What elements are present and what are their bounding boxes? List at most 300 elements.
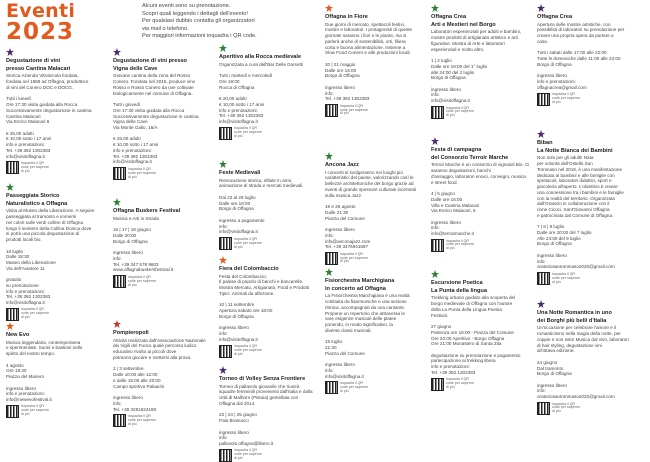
event-detail: Attività realizzata dall'Associazione Nazionale xyxy=(113,337,206,343)
event-detail: pallavolo.offagna@libero.it xyxy=(219,441,274,447)
event-title: New Evo xyxy=(6,332,30,338)
event-title: Escursione Poetica xyxy=(431,280,483,286)
event-detail: ingresso libero xyxy=(113,250,143,256)
qr-code-icon[interactable] xyxy=(325,252,338,265)
event-detail: Tommaso nel 2018, è una manifestazione xyxy=(537,166,623,172)
event-detail: Tel. +39 3476941597 xyxy=(325,244,369,250)
event-detail: Apertura sabato ore 18:00 xyxy=(219,308,273,314)
event-detail: info: xyxy=(219,223,228,229)
sun-icon xyxy=(6,322,14,330)
event-title: Fiera del Colombaccio xyxy=(219,266,279,272)
qr-block xyxy=(6,308,106,321)
qr-block xyxy=(537,402,645,415)
column-5 xyxy=(431,0,531,448)
event-card xyxy=(325,4,425,117)
qr-code-icon[interactable] xyxy=(431,106,444,119)
qr-block xyxy=(537,272,645,285)
qr-note: inquadra il QR code per saperne di più xyxy=(234,236,262,249)
event-detail: Rocca di Offagna xyxy=(219,84,255,90)
event-detail: Il palese di popolo di banchi e bancarelle. xyxy=(219,279,304,285)
event-detail: Ore 17:30 visita guidata alla Rocca xyxy=(113,107,185,113)
event-detail: parlerà anche di sostenibilità, orti, filiera xyxy=(325,38,406,44)
qr-code-icon[interactable] xyxy=(6,308,19,321)
event-detail: caratteristici del paese, valorizzando così le xyxy=(325,175,414,181)
event-detail: creare una propria opera da portare a xyxy=(537,33,614,39)
walker-icon xyxy=(6,183,14,191)
qr-code-icon[interactable] xyxy=(325,381,338,394)
event-detail: Rosso e Rosso Conero da uve coltivate xyxy=(113,84,194,90)
event-detail: 18 luglio xyxy=(6,248,24,254)
event-detail: borgo medievale di Offagna con l'autore xyxy=(431,301,513,307)
event-detail: biologicamente nel comune di Offagna. xyxy=(113,90,193,96)
event-detail: esperienziali e molto altro. xyxy=(431,46,485,52)
event-detail: 24 giugno xyxy=(537,359,558,365)
qr-code-icon[interactable] xyxy=(6,161,19,174)
event-detail: info: xyxy=(431,225,440,231)
qr-block xyxy=(537,93,645,106)
event-detail: rione Cicoci, Sant'Giovanni Offagna xyxy=(537,207,610,213)
event-detail: ingresso libero xyxy=(431,219,461,225)
event-detail: 10 | 11 settembre xyxy=(219,302,255,308)
qr-code-icon[interactable] xyxy=(113,414,126,427)
event-card xyxy=(113,320,213,427)
event-detail: Partenza ore 18:00 - Piazza del Comune xyxy=(431,329,514,335)
event-detail: Tutti i lunedì xyxy=(6,96,31,102)
event-detail: Borgo di Offagna xyxy=(537,241,572,247)
qr-code-icon[interactable] xyxy=(537,402,550,415)
event-detail: Dal tramonto xyxy=(537,365,564,371)
moon-icon xyxy=(537,300,545,308)
event-detail: La Fisiorchestra Marchigiana è una realtà xyxy=(325,293,410,299)
event-detail: Dalle ore 18:00 xyxy=(219,200,251,206)
qr-note: inquadra il QR code per saperne di più xyxy=(552,271,580,284)
event-detail: Dalle ore 16:00 xyxy=(325,67,357,73)
event-detail: spirito del nostro tempo. xyxy=(6,351,56,357)
event-detail: Alle 24:00 del 9 luglio xyxy=(537,235,581,241)
event-detail: Vigna delle Cave xyxy=(113,119,148,125)
event-detail: possibilità di laboratori su prenotazione per xyxy=(537,27,625,33)
event-detail: Tutti i martedì e mercoledì xyxy=(219,73,273,79)
event-title: Ancona Jazz xyxy=(325,162,359,168)
event-detail: si potrà una piccola degustazione di xyxy=(6,231,80,237)
event-detail: d'assaggio, laboratori enoici, convegni, musica xyxy=(431,173,526,179)
event-detail: Tutte le domeniche dalle 11:00 alle 22:00 xyxy=(537,56,621,62)
event-detail: info@visitoffagna.it xyxy=(6,153,45,159)
event-detail: Ore 21:00 Monastero di Santa Zita xyxy=(431,341,502,347)
event-detail: 27 giugno xyxy=(431,324,452,330)
event-title: Torneo di Volley Senza Frontiere xyxy=(219,376,306,382)
event-title: Passeggiata Storico xyxy=(6,193,60,199)
event-detail: Villa e Cantina Malacari xyxy=(431,202,480,208)
event-detail: Dalle 18:30 xyxy=(6,254,30,260)
event-card xyxy=(219,256,319,358)
qr-note: inquadra il QR code per saperne di più xyxy=(340,380,368,393)
event-detail: Borgo di Offagna xyxy=(537,371,572,377)
event-detail: Borgo di Offagna xyxy=(537,61,572,67)
event-detail: info@visitoffagna.it xyxy=(219,336,258,342)
event-detail: di vini del Conero DOC e DOCG. xyxy=(6,84,74,90)
event-detail: Dalle 21:30 xyxy=(325,209,349,215)
event-detail: squadre femminili provenienti dall'Italia e dalla xyxy=(219,389,313,395)
event-detail: prodotti locali bio. xyxy=(6,237,42,243)
qr-code-icon[interactable] xyxy=(537,272,550,285)
event-detail: Tel. +39 392 1302383 xyxy=(219,113,264,119)
event-detail: € 10,00 sotto i 17 anni xyxy=(113,142,159,148)
event-card xyxy=(431,4,531,119)
event-detail: info: xyxy=(431,92,440,98)
event-card xyxy=(6,48,106,174)
event-detail: Dalle ore 18:00 del 1° luglio xyxy=(431,63,488,69)
event-detail: e dalle 15:00 alle 20:00 xyxy=(113,377,161,383)
event-detail: dall'Oratorio in collaborazione con il xyxy=(537,201,610,207)
event-detail: info e prenotazioni: xyxy=(431,364,470,370)
event-detail: su prenotazione xyxy=(6,282,39,288)
qr-block xyxy=(431,239,531,252)
title-year: 2023 xyxy=(6,19,75,45)
event-detail: Dalle ore 20:00 del 7 luglio xyxy=(537,229,592,235)
event-title: Arti e Mestieri nel Borgo xyxy=(431,21,496,28)
event-detail: Dalle 10:00 alle 12:00 xyxy=(113,372,158,378)
music-icon xyxy=(113,198,121,206)
event-detail: info: xyxy=(219,331,228,337)
qr-code-icon[interactable] xyxy=(431,239,444,252)
event-detail: degustazione su prenotazione e pagamento xyxy=(431,352,521,358)
event-detail: Offagna dal 2014. xyxy=(219,400,256,406)
qr-note: inquadra il QR code per saperne di più xyxy=(340,103,368,116)
sword-icon xyxy=(219,160,227,168)
event-title: presso Cantina Malacari xyxy=(6,65,71,72)
qr-block xyxy=(113,275,213,288)
qr-block xyxy=(113,414,213,427)
qr-note: inquadra il QR code per saperne di più xyxy=(446,238,474,251)
event-detail: casa. xyxy=(537,38,548,44)
event-detail: ingresso libero xyxy=(325,362,355,368)
event-detail: e patrocinata dal Comune di Offagna. xyxy=(537,212,614,218)
qr-block xyxy=(219,345,319,358)
qr-note: inquadra il QR code per saperne di più xyxy=(234,344,262,356)
event-title: Una Notte Romantica in uno xyxy=(537,310,612,316)
event-detail: Tel. +39 347 578 9603 xyxy=(113,261,159,267)
event-detail: ingresso libero xyxy=(537,252,567,258)
intro-line: via mail o telefono. xyxy=(142,25,189,32)
flower-icon xyxy=(219,256,227,264)
event-detail: info@visitoffagna.it xyxy=(6,300,45,306)
event-detail: info: xyxy=(113,400,122,406)
event-detail: eventi di grande spessore culturale incentrati xyxy=(325,186,417,192)
qr-block xyxy=(431,378,531,391)
column-6 xyxy=(537,0,645,448)
qr-note: inquadra il QR code per saperne di più xyxy=(21,160,49,173)
event-title: Biban xyxy=(537,140,553,146)
event-detail: Ore 17:30 visita guidata alla Rocca xyxy=(6,102,78,108)
qr-note: inquadra il QR code per saperne di più xyxy=(21,404,49,417)
event-detail: Dal 22 al 29 luglio xyxy=(219,194,256,200)
event-detail: Dalle 20:00 xyxy=(113,232,137,238)
event-card xyxy=(325,268,425,394)
event-detail: romanticismo nella magia della notte, per xyxy=(537,331,621,337)
event-card xyxy=(219,160,319,250)
event-detail: Via Monte Gallo, 15/A xyxy=(113,125,158,131)
qr-block xyxy=(113,167,213,180)
event-detail: ingresso libero xyxy=(325,227,355,233)
qr-code-icon[interactable] xyxy=(113,167,126,180)
intro-line: Per qualsiasi dubbio contatta gli organizzatori xyxy=(142,18,255,25)
event-title: Festa di campagna xyxy=(431,147,482,153)
qr-block xyxy=(431,106,531,119)
qr-code-icon[interactable] xyxy=(113,275,126,288)
book-icon xyxy=(431,270,439,278)
event-card xyxy=(6,322,106,418)
event-detail: 1 | 2 luglio xyxy=(431,58,452,64)
event-detail: città di Malborn (Pistoia) gemellata con xyxy=(219,395,299,401)
event-detail: educativo rivolto ai piccoli dove xyxy=(113,349,177,355)
event-detail: info e prenotazioni: xyxy=(113,147,152,153)
event-detail: Mostra Mercato, Artigianato, Food e Prodotti xyxy=(219,285,310,291)
event-detail: ingresso libero xyxy=(325,84,355,90)
event-detail: info@visitoffagna.it xyxy=(219,119,258,125)
event-detail: Festa del Colombaccio, xyxy=(219,273,268,279)
event-detail: info@visitoffagna.it xyxy=(431,98,470,104)
column-3 xyxy=(219,0,319,461)
event-detail: 21:30 xyxy=(325,345,337,351)
star-icon xyxy=(6,48,14,56)
event-detail: Tutti i sabati dalle 17:00 alle 22:00 xyxy=(537,50,607,56)
ball-icon xyxy=(219,366,227,374)
column-4 xyxy=(325,0,425,448)
event-detail: info@newevofestival.it xyxy=(6,397,52,403)
event-detail: info e prenotazioni: xyxy=(219,107,258,113)
event-detail: Museo della Liberazione xyxy=(6,260,56,266)
event-detail: oratoriosantommaso2020@gmail.com xyxy=(537,394,615,400)
event-detail: Via Enrico Malacari 6 xyxy=(6,119,50,125)
event-title: Pompieropoli xyxy=(113,330,149,336)
qr-block xyxy=(325,381,425,394)
title-word: Eventi xyxy=(6,0,76,22)
event-title: Vigna delle Cave xyxy=(113,65,158,72)
event-card xyxy=(325,152,425,265)
event-detail: Borgo di Offagna xyxy=(219,206,254,212)
event-card xyxy=(537,4,645,106)
event-detail: www.offagnabuskersfestival.it xyxy=(113,267,174,273)
event-detail: 19 e 26 agosto xyxy=(325,204,356,210)
event-detail: Festival. xyxy=(431,312,449,318)
event-title: Offagna Crea xyxy=(537,14,573,20)
event-detail: info: xyxy=(113,255,122,261)
qr-block xyxy=(219,449,319,462)
qr-code-icon[interactable] xyxy=(219,345,232,358)
event-card xyxy=(219,366,319,462)
event-detail: ingresso libero xyxy=(113,395,143,401)
event-detail: info e prenotazioni: xyxy=(6,142,45,148)
qr-block xyxy=(325,104,425,117)
event-detail: passeggiata al tramonto e immersi xyxy=(6,214,77,220)
qr-note: inquadra il QR code per saperne di più xyxy=(128,274,156,287)
event-detail: coppie e non solo! Musica dal vivo, laboratori xyxy=(537,336,629,342)
event-detail: ingresso libero xyxy=(537,382,567,388)
event-card xyxy=(219,44,319,140)
event-detail: 15 luglio xyxy=(325,339,343,345)
event-detail: 4 | 5 giugno xyxy=(431,191,455,197)
qr-code-icon[interactable] xyxy=(6,405,19,418)
event-title: La Punta della lingua xyxy=(431,287,487,294)
event-detail: € 10,00 sotto i 17 anni xyxy=(219,101,265,107)
event-detail: Slow Food Conero e alle produzioni locali. xyxy=(325,50,411,56)
event-detail: Ore 20:00 Aperitivo - Borgo Offagna xyxy=(431,335,505,341)
event-title: in concerto ad Offagna xyxy=(325,285,386,292)
qr-block xyxy=(6,161,106,174)
event-detail: figurative. Mostra di Arte e laboratori xyxy=(431,40,505,46)
qr-note: inquadra il QR code per saperne di più xyxy=(340,251,368,264)
qr-note: inquadra il QR code per saperne di più xyxy=(21,307,49,320)
event-detail: Rievocazione storica, sfilate in armi, xyxy=(219,177,293,183)
star-icon xyxy=(113,48,121,56)
star-icon xyxy=(537,130,545,138)
event-card xyxy=(537,130,645,285)
event-detail: Cantina Malacari xyxy=(6,113,41,119)
event-detail: Campo sportivo Palaachi xyxy=(113,383,165,389)
event-card xyxy=(113,198,213,288)
event-detail: Conero. Fondata nel 2015, produce vino xyxy=(113,79,196,85)
event-card xyxy=(431,270,531,391)
qr-block xyxy=(325,252,425,265)
event-detail: info: xyxy=(325,232,334,238)
event-detail: Giovane cantina della zona del Rosso xyxy=(113,73,191,79)
qr-note: inquadra il QR code per saperne di più xyxy=(552,92,580,104)
event-detail: Non solo per gli adulti! Nata xyxy=(537,155,594,161)
qr-code-icon[interactable] xyxy=(537,93,550,106)
event-detail: info@visitoffagna.it xyxy=(219,229,258,235)
event-detail: 23 | 24 | 25 giugno xyxy=(219,412,257,418)
event-detail: Pala Bramucci xyxy=(219,418,249,424)
qr-note: inquadra il QR code per saperne di più xyxy=(446,105,474,118)
event-detail: 20 | 21 maggio xyxy=(325,61,356,67)
event-detail: ingresso libero xyxy=(431,86,461,92)
event-detail: info@visitoffagna.it xyxy=(113,159,152,165)
event-title: del Consorzio Terroir Marche xyxy=(431,154,509,161)
qr-note: inquadra il QR code per saperne di più xyxy=(234,126,262,139)
event-detail: all'ottava edizione. xyxy=(537,348,575,354)
event-detail: Tel. +39 392 1302383 xyxy=(6,294,51,300)
event-detail: I concerti si svolgeranno nei luoghi più xyxy=(325,169,403,175)
event-detail: Apertura delle mostre artistiche, con xyxy=(537,21,611,27)
qr-block xyxy=(219,237,319,250)
qr-code-icon[interactable] xyxy=(219,237,232,250)
event-detail: una connessione tra i bambini e le famiglie xyxy=(537,189,624,195)
event-detail: Ore 18:30 xyxy=(6,368,27,374)
qr-code-icon[interactable] xyxy=(325,104,338,117)
music-icon xyxy=(325,152,333,160)
event-title: Degustazione di vini presso xyxy=(113,58,187,64)
event-detail: Tutti i giovedì xyxy=(113,102,141,108)
theatre-icon xyxy=(325,268,333,276)
event-card xyxy=(431,137,531,252)
event-detail: Tel. +39 392 1302383 xyxy=(431,369,476,375)
event-detail: ingresso libero xyxy=(537,73,567,79)
event-detail: Terroir Marche è un consorzio di vignaioli Bio. Ci xyxy=(431,162,530,168)
event-detail: Visita al Museo della Liberazione. A seguire xyxy=(6,208,95,214)
qr-note: inquadra il QR code per saperne di più xyxy=(128,413,156,426)
event-detail: giocoleria all'aperto. L'obiettivo è creare xyxy=(537,184,618,190)
hammer-icon xyxy=(431,4,439,12)
event-detail: Successivamente degustazione in cantina xyxy=(6,107,92,113)
event-detail: corta e buona alimentazione. Insieme a xyxy=(325,44,406,50)
event-detail: 16 | 17 | 18 giugno xyxy=(113,227,151,233)
event-detail: diverse classi musicali. xyxy=(325,327,372,333)
event-card xyxy=(537,300,645,415)
event-card xyxy=(113,48,213,180)
event-detail: e sperimentale. Suoni e bastioni nello xyxy=(6,345,83,351)
flower-icon xyxy=(325,4,333,12)
event-detail: Musica leggendaria, contemporanea xyxy=(6,339,81,345)
event-detail: bellezze architettoniche del borgo grazie ad xyxy=(325,181,414,187)
fire-icon xyxy=(113,320,121,328)
event-detail: info: xyxy=(325,90,334,96)
event-detail: Tel. +39 392 1302383 xyxy=(113,153,158,159)
event-detail: info e prenotazioni: xyxy=(6,288,45,294)
event-detail: Piazza del Comune xyxy=(325,215,365,221)
event-detail: offagnacrea@gmail.com xyxy=(537,84,587,90)
event-detail: info: xyxy=(537,388,546,394)
event-detail: costituita da fisarmoniche e una sezione xyxy=(325,299,407,305)
event-detail: ingresso a pagamento xyxy=(219,217,265,223)
event-detail: mostre prodotti di artigianato artistico e arti xyxy=(431,35,518,41)
event-detail: ingresso libero xyxy=(219,429,249,435)
event-detail: gratuito xyxy=(6,277,22,283)
event-detail: vare esigenze musicali delle platee xyxy=(325,316,397,322)
intro-line: Scopri quali leggendo i dettagli dell'evento! xyxy=(142,10,248,17)
qr-note: inquadra il QR code per saperne di più xyxy=(128,166,156,179)
event-detail: Tel. +39 392 1302383 xyxy=(325,96,370,102)
event-detail: Via Enrico Malacari, 6 xyxy=(431,208,476,214)
event-detail: info@visitoffagna.it xyxy=(325,373,364,379)
event-detail: Piazza del Comune xyxy=(325,350,365,356)
event-title: Degustazione di vini xyxy=(6,58,61,64)
event-detail: ingresso libero xyxy=(6,385,36,391)
event-detail: Tel. +39 3281624188 xyxy=(113,406,157,412)
event-title: Aperitivo alla Rocca medievale xyxy=(219,54,302,60)
event-detail: info@terroirmarche.it xyxy=(431,231,474,237)
qr-note: inquadra il QR code per saperne di più xyxy=(552,401,580,414)
event-detail: giornate saranno i fiori e le piante, ma si xyxy=(325,33,407,39)
qr-code-icon[interactable] xyxy=(431,378,444,391)
event-title: La Notte Bianca dei Bambini xyxy=(537,147,613,154)
event-title: Feste Medievali xyxy=(219,170,261,176)
event-detail: Propone un repertorio che attraversa le xyxy=(325,310,405,316)
event-detail: info@anconajazz.com xyxy=(325,238,371,244)
event-detail: oratoriosantommaso2020@gmail.com xyxy=(537,264,615,270)
event-detail: fondata nel 1868 ad Offagna, produttrice xyxy=(6,79,89,85)
event-detail: ritmica, accompagnati da una cantante. xyxy=(325,304,406,310)
wine-icon xyxy=(431,137,439,145)
event-detail: potranno giocare e mettersi alla prova. xyxy=(113,354,192,360)
event-title: Offagna Buskers Festival xyxy=(113,208,181,214)
event-detail: Laboratori esperienziali per adulti e bambini, xyxy=(431,29,522,35)
event-detail: Due giorni di mercato, spettacoli festivi, xyxy=(325,21,405,27)
event-detail: Storica Azienda Vitivinicola fondata, xyxy=(6,73,79,79)
qr-code-icon[interactable] xyxy=(219,127,232,140)
event-detail: Piazza del Mariero xyxy=(6,374,45,380)
event-detail: Borgo di Offagna xyxy=(431,75,466,81)
event-detail: di hair styling, degustazione vini xyxy=(537,342,602,348)
event-detail: lungo il sentiero della Collina Donica dove xyxy=(6,225,92,231)
event-detail: info e prenotazioni: xyxy=(6,391,45,397)
event-detail: 2 | 3 settembre xyxy=(113,366,144,372)
qr-code-icon[interactable] xyxy=(219,449,232,462)
event-detail: Borgo di Offagna xyxy=(219,313,254,319)
event-detail: Successivamente degustazione in cantina xyxy=(113,113,199,119)
event-title: Naturalistico a Offagna xyxy=(6,200,68,207)
event-detail: info: xyxy=(325,367,334,373)
